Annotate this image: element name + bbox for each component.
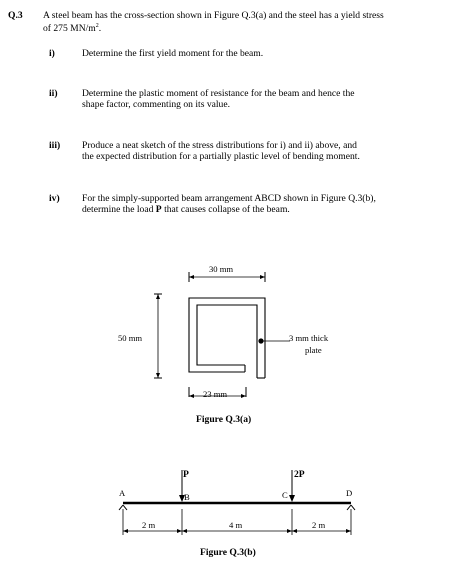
- part-iii-label: iii): [49, 140, 61, 151]
- intro-line2-superscript: 2: [95, 23, 99, 29]
- part-iii-line1: Produce a neat sketch of the stress distributions for i) and ii) above, and: [82, 140, 357, 151]
- question-number: Q.3: [8, 10, 23, 21]
- figure-a-caption: Figure Q.3(a): [196, 414, 252, 425]
- support-d-left: [347, 505, 351, 510]
- part-i-label: i): [49, 48, 55, 59]
- intro-line2-prefix: of 275 MN/m: [43, 23, 96, 35]
- intro-line2-suffix: .: [98, 23, 102, 35]
- part-iv-line1: For the simply-supported beam arrangement ABCD shown in Figure Q.3(b),: [82, 193, 376, 204]
- load-2p-arrowhead: [289, 495, 295, 502]
- width-label: 30 mm: [209, 264, 234, 274]
- part-iii-line2: the expected distribution for a partially plastic level of bending moment.: [82, 151, 360, 162]
- part-iv-line2: determine the load P that causes collapse of the beam.: [82, 204, 290, 215]
- part-iv-label: iv): [49, 193, 60, 204]
- point-b-label: B: [184, 492, 190, 502]
- question-intro-line1: A steel beam has the cross-section shown in Figure Q.3(a) and the steel has a yield stress: [43, 10, 384, 21]
- span-bc-label: 4 m: [229, 520, 243, 530]
- support-a-left: [119, 505, 123, 510]
- part-ii-label: ii): [49, 88, 58, 99]
- support-a-right: [123, 505, 127, 510]
- thickness-label-line1: 3 mm thick: [289, 333, 329, 343]
- load-p-label: P: [183, 469, 189, 480]
- height-label: 50 mm: [118, 333, 143, 343]
- bottom-width-label: 23 mm: [203, 389, 228, 399]
- point-d-label: D: [346, 488, 353, 498]
- part-ii-line1: Determine the plastic moment of resistance for the beam and hence the: [82, 88, 355, 99]
- point-a-label: A: [119, 488, 126, 498]
- figure-b-caption: Figure Q.3(b): [200, 547, 256, 558]
- support-d-right: [351, 505, 355, 510]
- load-2p-label: 2P: [294, 469, 305, 480]
- thickness-label-line2: plate: [305, 345, 322, 355]
- span-ab-label: 2 m: [142, 520, 156, 530]
- part-ii-line2: shape factor, commenting on its value.: [82, 99, 231, 110]
- span-cd-label: 2 m: [312, 520, 326, 530]
- point-c-label: C: [282, 490, 288, 500]
- part-i-line1: Determine the first yield moment for the beam.: [82, 48, 264, 59]
